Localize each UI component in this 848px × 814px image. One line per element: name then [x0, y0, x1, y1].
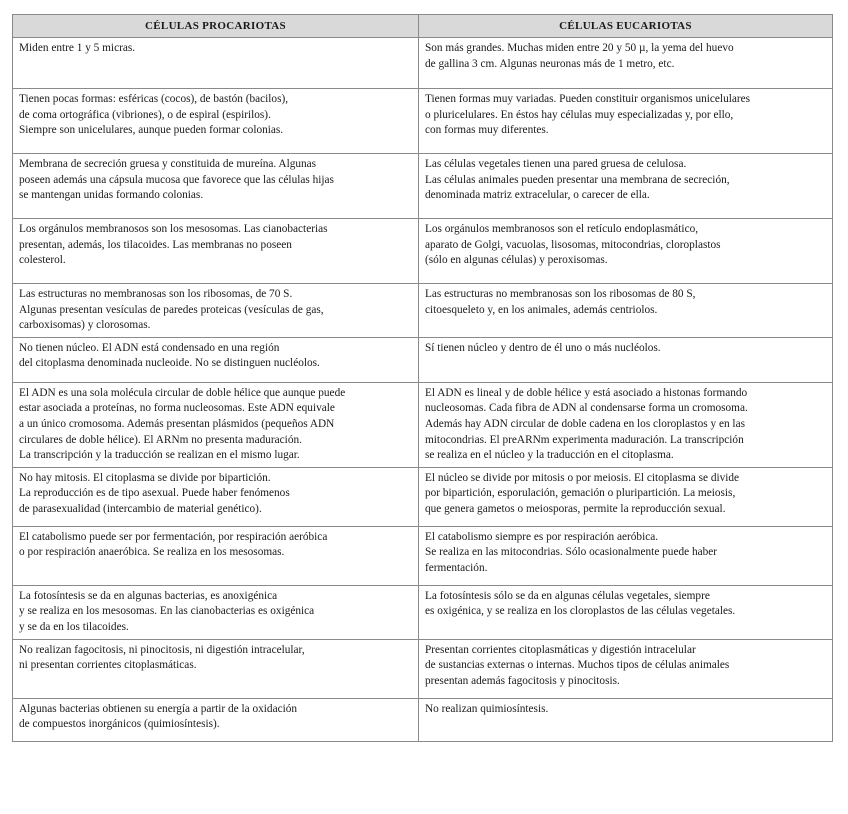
header-eukaryotic: CÉLULAS EUCARIOTAS	[419, 15, 833, 38]
cell-prokaryotic: No realizan fagocitosis, ni pinocitosis, ni digestión intracelular, ni presentan corrientes citoplasmáticas.	[13, 639, 419, 698]
table-row	[13, 38, 833, 89]
cell-eukaryotic: Los orgánulos membranosos son el retículo endoplasmático, aparato de Golgi, vacuolas, lisosomas, mitocondrias, cloroplastos (sólo en algunas células) y peroxisomas.	[419, 219, 833, 284]
cell-prokaryotic: No tienen núcleo. El ADN está condensado en una región del citoplasma denominada nucleoide. No se distinguen nucléolos.	[13, 337, 419, 382]
cell-eukaryotic: Son más grandes. Muchas miden entre 20 y 50 µ, la yema del huevo de gallina 3 cm. Algunas neuronas más de 1 metro, etc.	[419, 38, 833, 89]
cell-eukaryotic: Presentan corrientes citoplasmáticas y digestión intracelular de sustancias externas o internas. Muchos tipos de células animales presentan además fagocitosis y pinocitosis.	[419, 639, 833, 698]
cell-prokaryotic: Membrana de secreción gruesa y constituida de mureína. Algunas poseen además una cápsula mucosa que favorece que las células hijas se mantengan unidas formando colonias.	[13, 154, 419, 219]
cell-prokaryotic: Las estructuras no membranosas son los ribosomas, de 70 S. Algunas presentan vesículas de paredes proteicas (vesículas de gas, carboxisomas) y clorosomas.	[13, 284, 419, 338]
table-row	[13, 382, 833, 467]
table-row	[13, 337, 833, 382]
cell-eukaryotic: Las estructuras no membranosas son los ribosomas de 80 S, citoesqueleto y, en los animales, además centriolos.	[419, 284, 833, 338]
cell-eukaryotic: Las células vegetales tienen una pared gruesa de celulosa. Las células animales pueden presentar una membrana de secreción, denominada matriz extracelular, o carecer de ella.	[419, 154, 833, 219]
cell-eukaryotic: El núcleo se divide por mitosis o por meiosis. El citoplasma se divide por bipartición, esporulación, gemación o pluripartición. La meiosis, que genera gametos o meiosporas, permite la reproducción sexual.	[419, 467, 833, 526]
cell-eukaryotic: La fotosíntesis sólo se da en algunas células vegetales, siempre es oxigénica, y se realiza en los cloroplastos de las células vegetales.	[419, 585, 833, 639]
cell-eukaryotic: No realizan quimiosíntesis.	[419, 698, 833, 741]
cell-prokaryotic: Miden entre 1 y 5 micras.	[13, 38, 419, 89]
table-row	[13, 219, 833, 284]
table-row	[13, 284, 833, 338]
cell-prokaryotic: No hay mitosis. El citoplasma se divide por bipartición. La reproducción es de tipo asexual. Puede haber fenómenos de parasexualidad (intercambio de material genético).	[13, 467, 419, 526]
cell-eukaryotic: El catabolismo siempre es por respiración aeróbica. Se realiza en las mitocondrias. Sólo ocasionalmente puede haber fermentación.	[419, 526, 833, 585]
table-row	[13, 467, 833, 526]
comparison-table-container	[12, 14, 832, 742]
header-prokaryotic: CÉLULAS PROCARIOTAS	[13, 15, 419, 38]
cell-prokaryotic: El catabolismo puede ser por fermentación, por respiración aeróbica o por respiración anaeróbica. Se realiza en los mesosomas.	[13, 526, 419, 585]
table-row	[13, 154, 833, 219]
cell-prokaryotic: Tienen pocas formas: esféricas (cocos), de bastón (bacilos), de coma ortográfica (vibriones), o de espiral (espirilos). Siempre son unicelulares, aunque pueden formar colonias.	[13, 89, 419, 154]
cell-prokaryotic: Los orgánulos membranosos son los mesosomas. Las cianobacterias presentan, además, los tilacoides. Las membranas no poseen colesterol.	[13, 219, 419, 284]
cell-eukaryotic: El ADN es lineal y de doble hélice y está asociado a histonas formando nucleosomas. Cada fibra de ADN al condensarse forma un cromosoma. Además hay ADN circular de doble cadena en los cloroplastos y en las mitocondrias. El preARNm experimenta maduración. La transcripción se realiza en el núcleo y la traducción en el citoplasma.	[419, 382, 833, 467]
cell-eukaryotic: Sí tienen núcleo y dentro de él uno o más nucléolos.	[419, 337, 833, 382]
table-header-row	[13, 15, 833, 38]
table-row	[13, 698, 833, 741]
cell-eukaryotic: Tienen formas muy variadas. Pueden constituir organismos unicelulares o pluricelulares. En éstos hay células muy especializadas y, por ello, con formas muy diferentes.	[419, 89, 833, 154]
cell-prokaryotic: El ADN es una sola molécula circular de doble hélice que aunque puede estar asociada a proteínas, no forma nucleosomas. Este ADN equivale a un único cromosoma. Además presentan plásmidos (pequeños ADN circulares de doble hélice). El ARNm no presenta maduración. La transcripción y la traducción se realizan en el mismo lugar.	[13, 382, 419, 467]
table-row	[13, 639, 833, 698]
table-row	[13, 89, 833, 154]
cell-prokaryotic: Algunas bacterias obtienen su energía a partir de la oxidación de compuestos inorgánicos (quimiosíntesis).	[13, 698, 419, 741]
table-row	[13, 585, 833, 639]
table-row	[13, 526, 833, 585]
comparison-table	[12, 14, 833, 742]
cell-prokaryotic: La fotosíntesis se da en algunas bacterias, es anoxigénica y se realiza en los mesosomas. En las cianobacterias es oxigénica y se da en los tilacoides.	[13, 585, 419, 639]
